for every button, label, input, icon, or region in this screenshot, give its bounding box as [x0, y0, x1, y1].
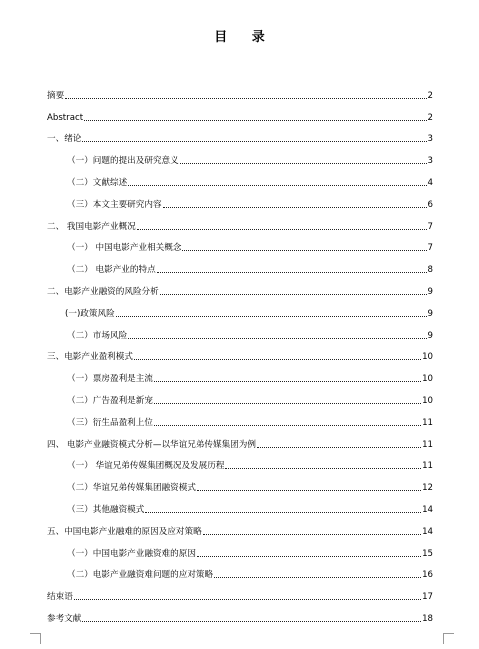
toc-entry[interactable] — [47, 297, 433, 319]
toc-entry-text: （一） 中国电影产业相关概念 — [67, 243, 182, 254]
toc-title: 目 录 — [214, 30, 275, 45]
toc-leader-dots — [154, 380, 421, 382]
toc-page-number: 10 — [422, 395, 433, 406]
toc-entry-text: （一）票房盈利是主流 — [67, 374, 153, 385]
toc-entry[interactable] — [47, 406, 433, 428]
toc-entry[interactable] — [47, 341, 433, 363]
toc-entry[interactable] — [47, 450, 433, 472]
toc-page-number: 2 — [427, 90, 433, 101]
toc-page-number: 3 — [427, 156, 433, 167]
toc-entry-text: （三）本文主要研究内容 — [67, 199, 162, 210]
toc-entry[interactable] — [47, 123, 433, 145]
toc-page-number: 12 — [422, 483, 433, 494]
toc-entry-text: 摘要 — [47, 90, 65, 101]
toc-entry-text: （二）电影产业融资难问题的应对策略 — [67, 570, 214, 581]
toc-page-number: 14 — [422, 504, 433, 515]
toc-entry-text: （二）文献综述 — [67, 177, 128, 188]
toc-leader-dots — [225, 467, 421, 469]
toc-page-number: 16 — [422, 570, 433, 581]
toc-entry-text: 三、电影产业盈利模式 — [47, 352, 133, 363]
toc-entry[interactable] — [47, 319, 433, 341]
toc-page-number: 7 — [427, 221, 433, 232]
toc-entry-text: 结束语 — [47, 592, 73, 603]
toc-page-number: 14 — [422, 526, 433, 537]
toc-leader-dots — [65, 97, 426, 99]
toc-page-number: 10 — [422, 352, 433, 363]
toc-entry[interactable] — [47, 537, 433, 559]
toc-entry[interactable] — [47, 493, 433, 515]
toc-entry-text: （三）其他融资模式 — [67, 504, 145, 515]
toc-entry[interactable] — [47, 166, 433, 188]
toc-leader-dots — [145, 511, 421, 513]
toc-page-number: 11 — [422, 461, 433, 472]
toc-entry[interactable] — [47, 580, 433, 602]
toc-entry[interactable] — [47, 188, 433, 210]
toc-page-number: 9 — [427, 330, 433, 341]
toc-entry[interactable] — [47, 253, 433, 275]
toc-entry-text: （二）华谊兄弟传媒集团融资模式 — [67, 483, 196, 494]
toc-entry-text: 二、 我国电影产业概况 — [47, 221, 136, 232]
toc-entry[interactable] — [47, 428, 433, 450]
toc-entry[interactable] — [47, 232, 433, 254]
toc-entry-text: （二）市场风险 — [67, 330, 128, 341]
toc-page-number: 7 — [427, 243, 433, 254]
toc-entry[interactable] — [47, 384, 433, 406]
toc-page-number: 11 — [422, 439, 433, 450]
toc-page-number: 17 — [422, 592, 433, 603]
toc-entry[interactable] — [47, 101, 433, 123]
toc-entry-text: (一)政策风险 — [65, 308, 115, 319]
page-corner-mark — [30, 633, 41, 644]
toc-entry[interactable] — [47, 210, 433, 232]
toc-entry-text: 五、中国电影产业融难的原因及应对策略 — [47, 526, 202, 537]
toc-leader-dots — [74, 598, 421, 600]
toc-leader-dots — [182, 249, 426, 251]
toc-page-number: 9 — [427, 308, 433, 319]
toc-page-number: 18 — [422, 613, 433, 624]
toc-entry-text: 参考文献 — [47, 613, 82, 624]
toc-page-number: 10 — [422, 374, 433, 385]
page-corner-mark — [443, 633, 454, 644]
toc-leader-dots — [160, 293, 427, 295]
toc-leader-dots — [157, 271, 427, 273]
toc-entry-text: （一）问题的提出及研究意义 — [67, 156, 179, 167]
toc-leader-dots — [154, 424, 421, 426]
toc-leader-dots — [82, 620, 421, 622]
toc-entry-text: （二）广告盈利是新宠 — [67, 395, 153, 406]
toc-page-number: 11 — [422, 417, 433, 428]
toc-leader-dots — [128, 184, 426, 186]
toc-leader-dots — [82, 140, 426, 142]
toc-entry-text: 一、绪论 — [47, 134, 82, 145]
toc-page-number: 3 — [427, 134, 433, 145]
toc-entry[interactable] — [47, 515, 433, 537]
toc-entry-text: （二） 电影产业的特点 — [67, 265, 156, 276]
toc-leader-dots — [128, 337, 426, 339]
toc-page-number: 8 — [427, 265, 433, 276]
toc-page-number: 9 — [427, 286, 433, 297]
toc-leader-dots — [137, 228, 427, 230]
toc-page-number: 2 — [427, 112, 433, 123]
toc-page-number: 6 — [427, 199, 433, 210]
table-of-contents — [47, 79, 433, 624]
toc-entry[interactable] — [47, 559, 433, 581]
toc-leader-dots — [197, 555, 421, 557]
toc-entry-text: （三）衍生品盈利上位 — [67, 417, 153, 428]
toc-leader-dots — [180, 162, 427, 164]
toc-entry[interactable] — [47, 362, 433, 384]
toc-leader-dots — [154, 402, 421, 404]
toc-entry-text: Abstract — [47, 112, 84, 123]
toc-entry[interactable] — [47, 471, 433, 493]
toc-entry-text: （一）中国电影产业融资难的原因 — [67, 548, 196, 559]
toc-leader-dots — [134, 358, 421, 360]
toc-leader-dots — [214, 576, 421, 578]
toc-entry[interactable] — [47, 275, 433, 297]
toc-entry-text: （一） 华谊兄弟传媒集团概况及发展历程 — [67, 461, 225, 472]
toc-leader-dots — [84, 119, 426, 121]
toc-leader-dots — [257, 446, 421, 448]
toc-entry-text: 四、 电影产业融资模式分析—以华谊兄弟传媒集团为例 — [47, 439, 256, 450]
toc-leader-dots — [116, 315, 427, 317]
toc-entry-text: 二、电影产业融资的风险分析 — [47, 286, 159, 297]
toc-page-number: 4 — [427, 177, 433, 188]
toc-entry[interactable] — [47, 79, 433, 101]
toc-entry[interactable] — [47, 602, 433, 624]
toc-leader-dots — [203, 533, 421, 535]
toc-leader-dots — [163, 206, 427, 208]
toc-page-number: 15 — [422, 548, 433, 559]
toc-entry[interactable] — [47, 144, 433, 166]
toc-leader-dots — [197, 489, 421, 491]
